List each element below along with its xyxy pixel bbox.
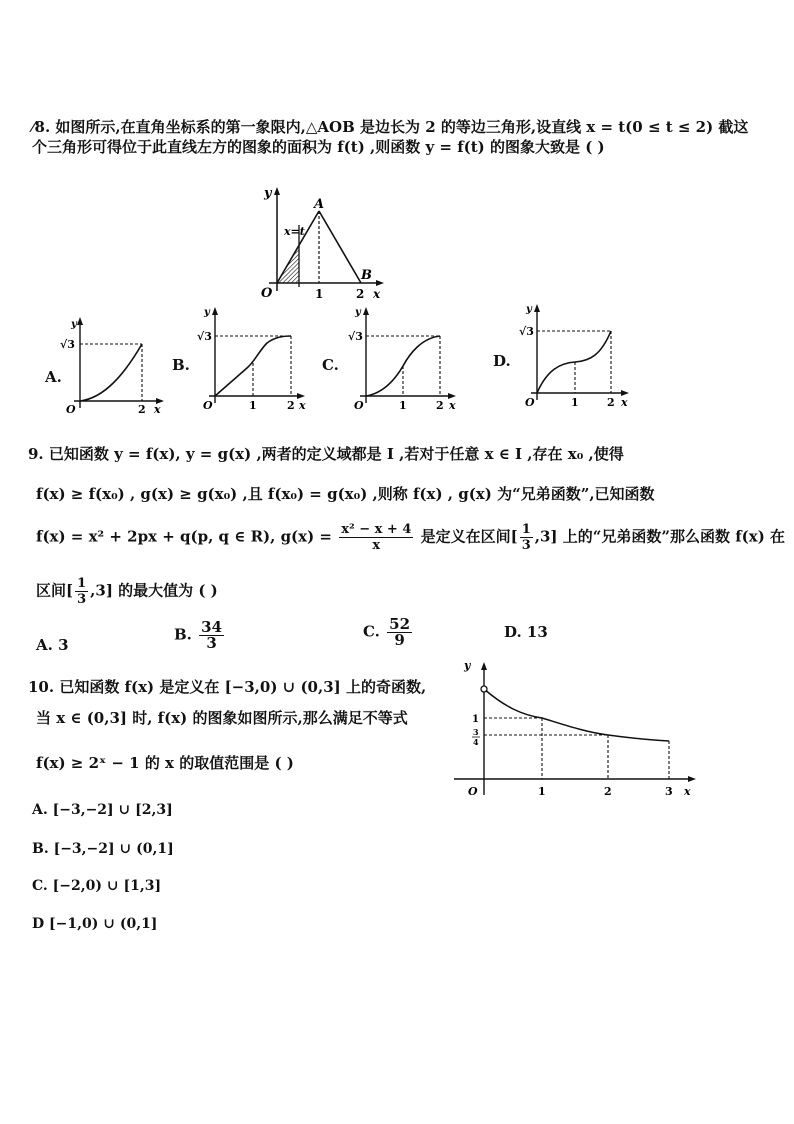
label-x: x: [373, 287, 381, 301]
label-A: A: [314, 197, 325, 212]
label-y-1: 1: [472, 714, 479, 725]
numerator: 1: [521, 522, 531, 537]
q9-line4-part-a: 区间[: [36, 581, 74, 600]
q9-interval-fraction: [520, 522, 533, 553]
label-sqrt3: √3: [60, 338, 75, 351]
label-sqrt3: √3: [197, 330, 212, 343]
curve: [80, 344, 142, 401]
denominator: 3: [206, 634, 217, 652]
q8-option-a-label[interactable]: A.: [45, 368, 62, 386]
label-y: y: [204, 307, 210, 318]
q9-option-d[interactable]: D. 13: [504, 623, 548, 641]
label-y: y: [71, 319, 77, 330]
open-endpoint: [481, 686, 487, 692]
q8-option-a-graph[interactable]: [60, 313, 170, 418]
q9-text-line3: [36, 522, 785, 553]
label-x-eq-t: x=t: [284, 225, 305, 238]
tick-2: 2: [138, 403, 146, 416]
tick-1: 1: [249, 399, 257, 412]
tick-1: 1: [571, 396, 579, 409]
label-B: B: [361, 268, 372, 283]
label-O: O: [525, 396, 535, 409]
q10-function-graph: [450, 655, 705, 803]
tick-2: 2: [287, 399, 295, 412]
q10-text-line1: 10. 已知函数 f(x) 是定义在 [−3,0) ∪ (0,3] 上的奇函数,: [28, 678, 427, 696]
x-axis-arrow: [376, 280, 384, 286]
denominator: 9: [394, 631, 405, 649]
q10-option-c[interactable]: C. [−2,0) ∪ [1,3]: [32, 878, 162, 894]
label-sqrt3: √3: [519, 325, 534, 338]
numerator: 34: [201, 618, 223, 636]
label-x: x: [154, 403, 161, 416]
numerator: x² − x + 4: [341, 522, 412, 537]
q8-text-line1: ⁄8. 如图所示,在直角坐标系的第一象限内,△AOB 是边长为 2 的等边三角形,设直线 x = t(0 ≤ t ≤ 2) 截这: [32, 118, 749, 136]
label-O: O: [468, 785, 478, 798]
label-O: O: [354, 399, 364, 412]
q9-option-b[interactable]: [174, 620, 226, 651]
q10-option-d[interactable]: D [−1,0) ∪ (0,1]: [32, 916, 158, 932]
q8-option-c-label[interactable]: C.: [322, 356, 339, 374]
q10-text-line3: f(x) ≥ 2ˣ − 1 的 x 的取值范围是 ( ): [36, 754, 294, 772]
label-y-3-4-num: 3: [473, 727, 479, 737]
label-y: y: [355, 307, 361, 318]
tick-1: 1: [315, 287, 324, 301]
tick-2: 2: [604, 785, 612, 798]
tick-3: 3: [665, 785, 673, 798]
option-fraction: [387, 617, 412, 648]
q9-g-fraction: [339, 522, 413, 553]
q9-text-line4: [36, 576, 218, 607]
tick-2: 2: [607, 396, 615, 409]
q8-option-b-graph[interactable]: [195, 303, 310, 415]
tick-1: 1: [538, 785, 546, 798]
label-y-3-4-den: 4: [473, 737, 479, 747]
curve: [537, 331, 611, 393]
curve: [484, 689, 669, 741]
q10-text-line2: 当 x ∈ (0,3] 时, f(x) 的图象如图所示,那么满足不等式: [36, 709, 408, 727]
q9-text-line2: f(x) ≥ f(x₀) , g(x) ≥ g(x₀) ,且 f(x₀) = g(x₀) ,则称 f(x) , g(x) 为“兄弟函数”,已知函数: [36, 485, 655, 503]
option-fraction: [199, 620, 224, 651]
q10-option-b[interactable]: B. [−3,−2] ∪ (0,1]: [32, 841, 174, 857]
q9-line3-part-b: 是定义在区间[: [420, 527, 518, 546]
q8-option-b-label[interactable]: B.: [172, 356, 190, 374]
label-y: y: [264, 186, 272, 201]
denominator: x: [372, 538, 381, 553]
q9-option-a[interactable]: A. 3: [36, 636, 69, 654]
q8-triangle-figure: [255, 183, 390, 303]
label-O: O: [66, 403, 76, 416]
label-x: x: [449, 399, 456, 412]
y-axis-arrow: [481, 662, 487, 670]
numerator: 52: [389, 615, 411, 633]
x-axis-arrow: [688, 776, 696, 782]
side-AB: [319, 211, 361, 283]
denominator: 3: [521, 538, 531, 553]
label-O: O: [203, 399, 213, 412]
q8-option-d-label[interactable]: D.: [493, 352, 511, 370]
label-x: x: [299, 399, 306, 412]
q8-option-c-graph[interactable]: [344, 303, 462, 415]
tick-2: 2: [436, 399, 444, 412]
q9-text-line1: 9. 已知函数 y = f(x), y = g(x) ,两者的定义域都是 I ,若对于任意 x ∈ I ,存在 x₀ ,使得: [28, 445, 624, 463]
label-y: y: [464, 659, 471, 672]
q9-line3-part-c: ,3] 上的“兄弟函数”那么函数 f(x) 在: [534, 527, 786, 546]
q9-line4-part-b: ,3] 的最大值为 ( ): [90, 581, 218, 600]
q8-text-line2: 个三角形可得位于此直线左方的图象的面积为 f(t) ,则函数 y = f(t) 的图象大致是 ( ): [32, 138, 605, 156]
tick-2: 2: [356, 287, 365, 301]
tick-1: 1: [399, 399, 407, 412]
q10-option-a[interactable]: A. [−3,−2] ∪ [2,3]: [32, 802, 173, 818]
label-O: O: [261, 286, 273, 301]
q9-interval-fraction-2: [75, 576, 88, 607]
option-label: B.: [174, 625, 192, 644]
y-axis-arrow: [274, 187, 280, 195]
label-y: y: [526, 304, 532, 315]
label-sqrt3: √3: [348, 330, 363, 343]
denominator: 3: [77, 592, 87, 607]
q8-option-d-graph[interactable]: [515, 300, 635, 412]
numerator: 1: [77, 576, 87, 591]
label-x: x: [684, 785, 691, 798]
q9-option-c[interactable]: [363, 617, 414, 648]
option-label: C.: [363, 622, 380, 641]
label-x: x: [621, 396, 628, 409]
q9-line3-part-a: f(x) = x² + 2px + q(p, q ∈ R), g(x) =: [36, 527, 332, 546]
